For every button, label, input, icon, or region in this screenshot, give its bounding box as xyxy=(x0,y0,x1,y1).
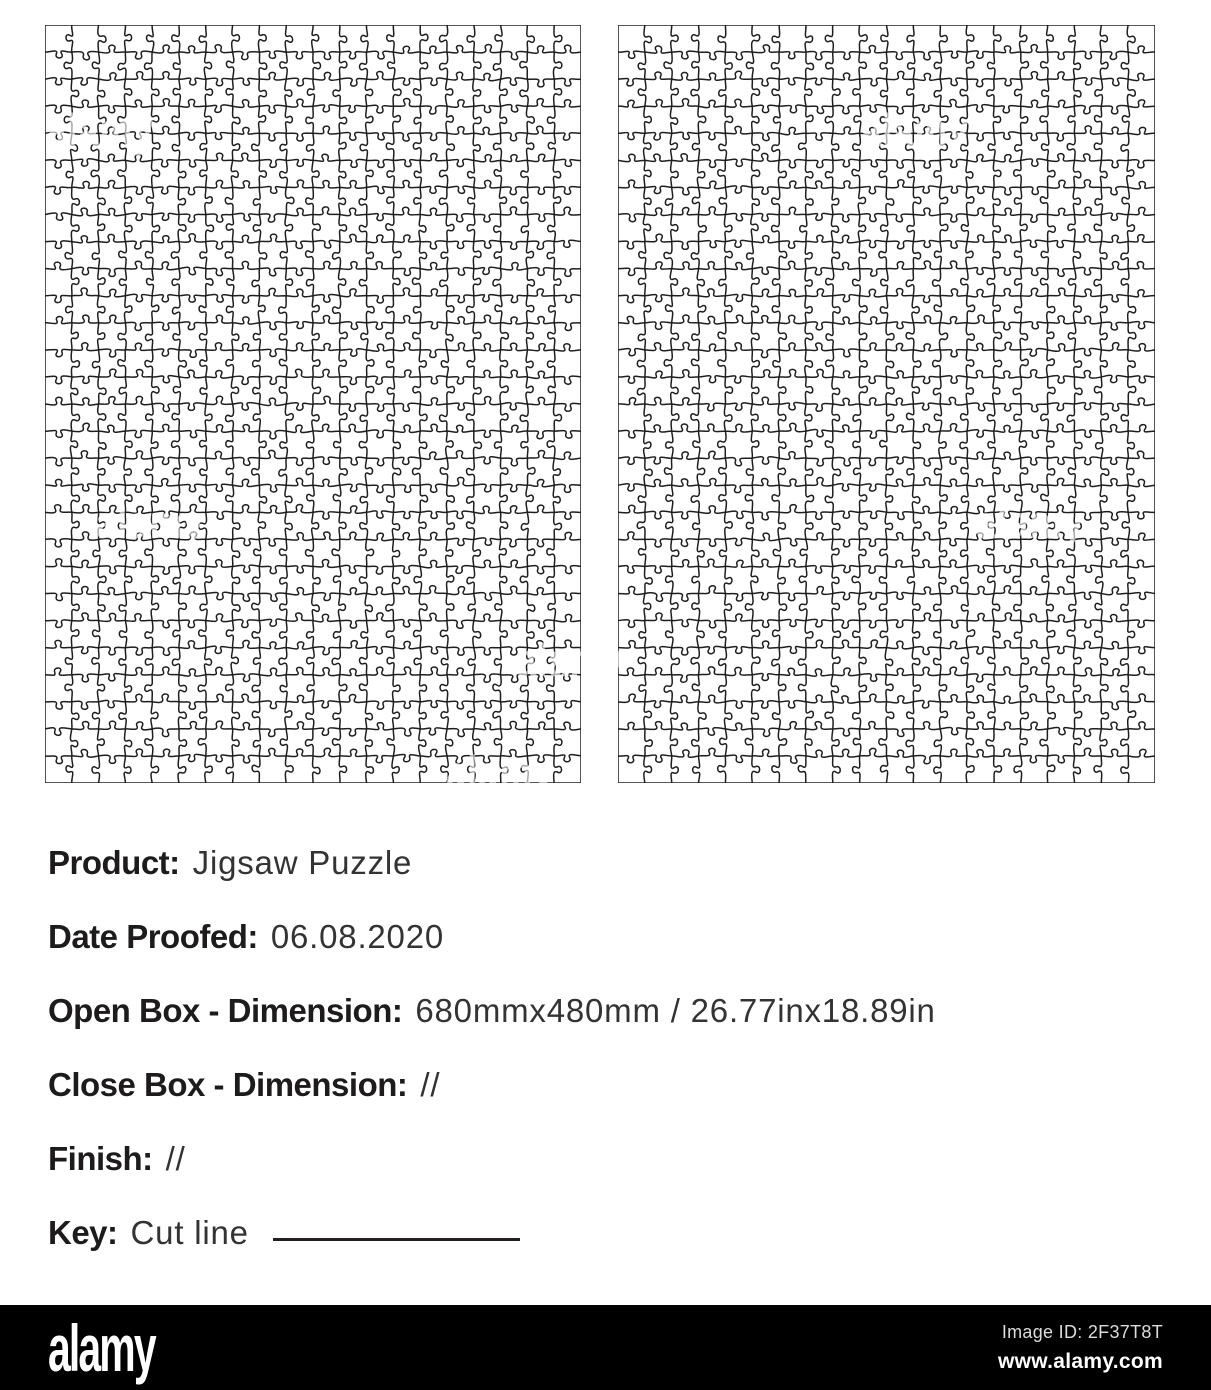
alamy-logo: alamy xyxy=(48,1310,155,1385)
spec-label-key: Key: xyxy=(48,1214,118,1251)
cut-line-sample xyxy=(273,1238,520,1241)
spec-label-date-proofed: Date Proofed: xyxy=(48,918,258,955)
watermark-text: alamy xyxy=(445,746,555,798)
spec-row-close-box-dimension xyxy=(48,1063,936,1137)
website-text: www.alamy.com xyxy=(998,1349,1163,1373)
spec-list xyxy=(48,841,936,1285)
watermark-text: alamy xyxy=(860,104,970,156)
spec-label-close-box-dimension: Close Box - Dimension: xyxy=(48,1066,408,1103)
spec-row-open-box-dimension xyxy=(48,989,936,1063)
footer-bar xyxy=(0,1305,1211,1390)
image-id-text: Image ID: 2F37T8T xyxy=(1001,1321,1163,1342)
spec-label-product: Product: xyxy=(48,844,180,881)
jigsaw-cutline-grid-left xyxy=(45,25,581,783)
spec-value-product: Jigsaw Puzzle xyxy=(192,844,413,881)
spec-value-date-proofed: 06.08.2020 xyxy=(270,918,445,955)
spec-value-close-box-dimension: // xyxy=(420,1066,441,1103)
spec-value-open-box-dimension: 680mmx480mm / 26.77inx18.89in xyxy=(415,992,936,1029)
cut-line-svg xyxy=(618,25,1155,783)
spec-row-finish xyxy=(48,1137,936,1211)
spec-label-finish: Finish: xyxy=(48,1140,153,1177)
cut-line-svg xyxy=(45,25,581,783)
spec-value-key: Cut line xyxy=(130,1214,249,1251)
spec-value-finish: // xyxy=(165,1140,186,1177)
footer-right-block xyxy=(998,1322,1163,1374)
watermark-text: alamy xyxy=(95,496,205,548)
spec-label-open-box-dimension: Open Box - Dimension: xyxy=(48,992,403,1029)
spec-row-key xyxy=(48,1211,936,1285)
watermark-text: alamy xyxy=(975,496,1085,548)
watermark-text: alamy xyxy=(45,104,155,156)
watermark-text: alamy xyxy=(515,634,625,686)
spec-row-date-proofed xyxy=(48,915,936,989)
jigsaw-cutline-grid-right xyxy=(618,25,1155,783)
spec-row-product xyxy=(48,841,936,915)
